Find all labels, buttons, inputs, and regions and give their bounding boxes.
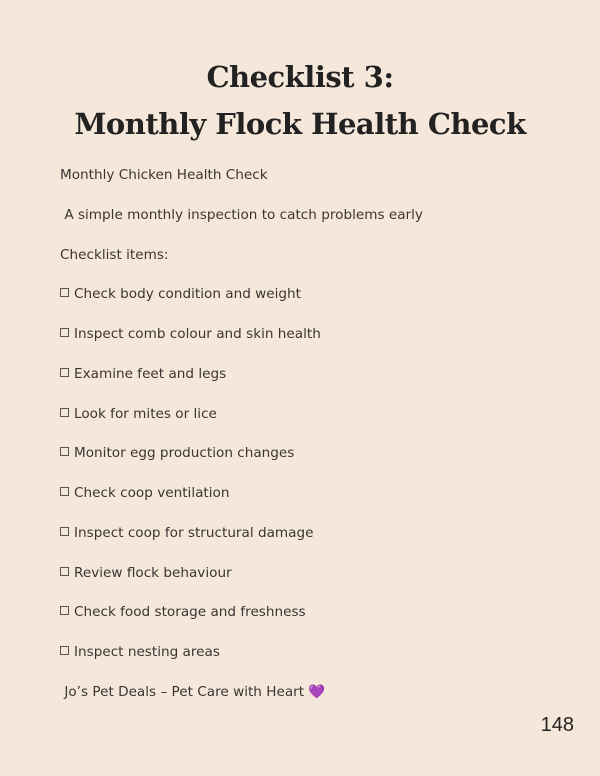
checklist-label: Checklist items: — [60, 246, 169, 263]
checklist-item-label: Inspect comb colour and skin health — [74, 326, 321, 342]
description: A simple monthly inspection to catch problems early — [60, 206, 423, 223]
page-number: 148 — [540, 714, 574, 736]
checkbox-icon[interactable] — [60, 646, 69, 655]
checklist-item-label: Check body condition and weight — [74, 286, 301, 303]
checklist-item — [60, 474, 423, 514]
footer-tagline — [60, 673, 423, 713]
checklist-item — [60, 355, 423, 395]
checklist-item-label: Look for mites or lice — [74, 405, 217, 422]
checklist-item — [60, 315, 423, 355]
checkbox-icon[interactable] — [60, 567, 69, 576]
checklist-item-label: Inspect coop for structural damage — [74, 524, 314, 541]
checklist-item — [60, 514, 423, 554]
checkbox-icon[interactable] — [60, 447, 69, 456]
page-title-line-2: Monthly Flock Health Check — [74, 107, 526, 141]
checklist-item-label: Examine feet and legs — [74, 365, 227, 382]
checklist-item — [60, 395, 423, 435]
heart-icon: 💜 — [308, 683, 326, 700]
page-title-line-1: Checklist 3: — [206, 60, 394, 94]
checklist-item — [60, 275, 423, 315]
checklist-body — [60, 156, 423, 713]
checklist-item-label: Review flock behaviour — [74, 564, 232, 581]
checklist-item — [60, 593, 423, 633]
checklist-item-label: Inspect nesting areas — [74, 644, 220, 660]
subtitle: Monthly Chicken Health Check — [60, 167, 268, 183]
checkbox-icon[interactable] — [60, 487, 69, 496]
checklist-item-label: Monitor egg production changes — [74, 445, 295, 462]
checkbox-icon[interactable] — [60, 328, 69, 337]
checkbox-icon[interactable] — [60, 408, 69, 417]
footer-text: Jo’s Pet Deals – Pet Care with Heart — [60, 683, 309, 700]
checklist-item — [60, 434, 423, 474]
checkbox-icon[interactable] — [60, 527, 69, 536]
checkbox-icon[interactable] — [60, 288, 69, 297]
checklist-item-label: Check coop ventilation — [74, 485, 230, 501]
checklist-item-label: Check food storage and freshness — [74, 604, 306, 621]
checklist-item — [60, 633, 423, 673]
checklist-item — [60, 554, 423, 594]
checkbox-icon[interactable] — [60, 606, 69, 615]
checkbox-icon[interactable] — [60, 368, 69, 377]
